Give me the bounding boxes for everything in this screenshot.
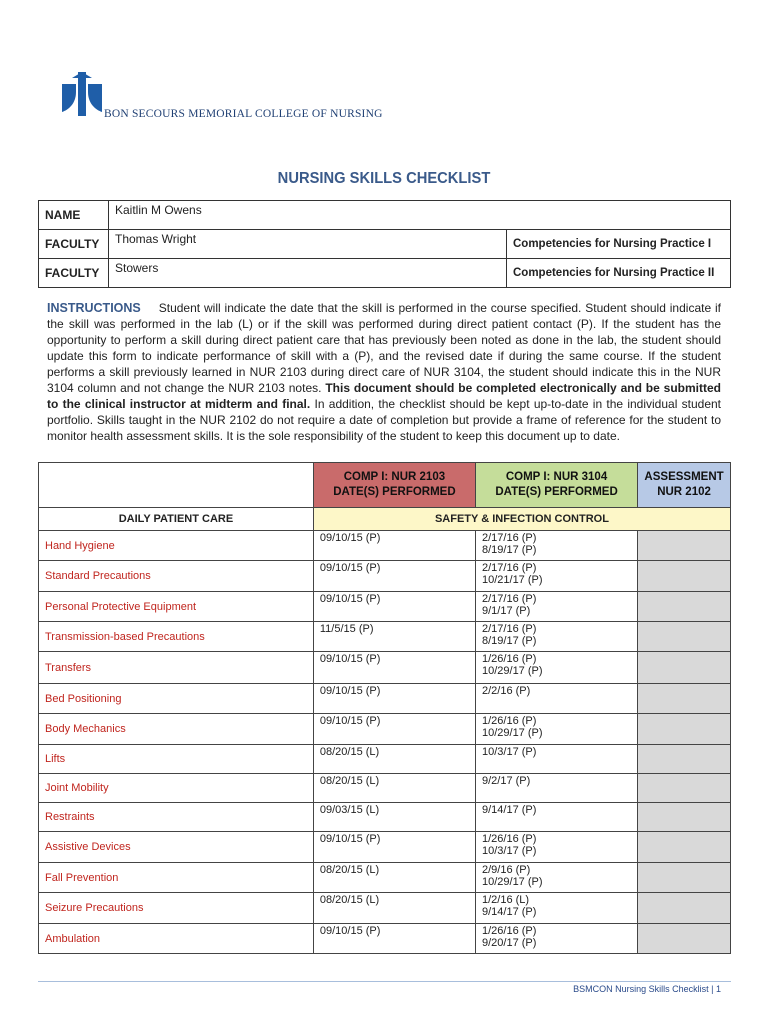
- skill-name: Personal Protective Equipment: [39, 592, 314, 622]
- nur2102-assessment-cell: [638, 684, 731, 714]
- column-header-line: ASSESSMENT: [644, 471, 724, 483]
- faculty-label: FACULTY: [39, 230, 109, 259]
- table-row: [39, 774, 731, 803]
- nur3104-date: 2/17/16 (P): [481, 532, 537, 544]
- instructions-text: In addition, the checklist should be kept up-to-date in the individual student portfolio. Skills taught in the NUR 2102 do not require a date of completion but provide a frame of reference for the student to monitor health assessment skills. It is the sole responsibility of the student to keep this document up to date.: [47, 397, 721, 443]
- nur3104-date-cell[interactable]: [475, 531, 637, 561]
- nur3104-date: 1/26/16 (P): [481, 833, 537, 845]
- table-row: [39, 893, 731, 924]
- nur2102-assessment-cell: [638, 924, 731, 954]
- skill-name: Transfers: [39, 652, 314, 684]
- skill-name: Bed Positioning: [39, 684, 314, 714]
- nur3104-date: 9/1/17 (P): [481, 605, 531, 617]
- column-header-line: DATE(S) PERFORMED: [333, 486, 456, 498]
- instructions-bold-text: This document should be completed electronically and be submitted to the clinical instructor at midterm and final.: [47, 381, 721, 411]
- nur2102-assessment-cell: [638, 745, 731, 774]
- table-row: [39, 652, 731, 684]
- nur3104-date-cell[interactable]: [475, 652, 637, 684]
- student-info-table: [38, 200, 731, 288]
- table-row: [39, 863, 731, 893]
- skill-name: Joint Mobility: [39, 774, 314, 803]
- nur3104-date: 10/3/17 (P): [481, 845, 537, 857]
- faculty-label: FACULTY: [39, 259, 109, 288]
- nur3104-date: 9/2/17 (P): [481, 775, 531, 787]
- nur2103-date-cell[interactable]: 09/03/15 (L): [313, 803, 475, 832]
- table-row: [39, 561, 731, 592]
- nur3104-date: 10/29/17 (P): [481, 876, 543, 888]
- column-header-line: COMP I: NUR 3104: [505, 471, 608, 483]
- column-header-nur2103: [313, 463, 475, 508]
- nur2102-assessment-cell: [638, 592, 731, 622]
- skill-name: Assistive Devices: [39, 832, 314, 863]
- nur2102-assessment-cell: [638, 714, 731, 745]
- table-row: [39, 592, 731, 622]
- skill-name: Fall Prevention: [39, 863, 314, 893]
- nur2103-date-cell[interactable]: 08/20/15 (L): [313, 893, 475, 924]
- column-header-nur3104: [475, 463, 637, 508]
- nur3104-date: 10/29/17 (P): [481, 665, 543, 677]
- section-header-safety: SAFETY & INFECTION CONTROL: [313, 508, 730, 531]
- section-header-daily-care: DAILY PATIENT CARE: [39, 508, 314, 531]
- skill-name: Restraints: [39, 803, 314, 832]
- instructions-heading: INSTRUCTIONS: [47, 301, 141, 315]
- skill-name: Hand Hygiene: [39, 531, 314, 561]
- nur2102-assessment-cell: [638, 531, 731, 561]
- page-footer: BSMCON Nursing Skills Checklist | 1: [573, 984, 721, 994]
- nur2103-date-cell[interactable]: 09/10/15 (P): [313, 531, 475, 561]
- nur3104-date: 8/19/17 (P): [481, 635, 537, 647]
- table-row: [39, 531, 731, 561]
- skill-rows: [39, 531, 731, 954]
- name-label: NAME: [39, 201, 109, 230]
- nur3104-date: 2/17/16 (P): [481, 593, 537, 605]
- college-logo: [62, 70, 392, 130]
- column-header-line: DATE(S) PERFORMED: [495, 486, 618, 498]
- table-row: [39, 622, 731, 652]
- nur3104-date: 10/29/17 (P): [481, 727, 543, 739]
- table-row: [39, 924, 731, 954]
- footer-divider: [38, 981, 731, 982]
- nur2102-assessment-cell: [638, 863, 731, 893]
- nur3104-date-cell[interactable]: [475, 684, 637, 714]
- nur2103-date-cell[interactable]: 09/10/15 (P): [313, 714, 475, 745]
- nur3104-date: 1/26/16 (P): [481, 715, 537, 727]
- nur2102-assessment-cell: [638, 561, 731, 592]
- skill-name: Seizure Precautions: [39, 893, 314, 924]
- nur3104-date: 2/17/16 (P): [481, 623, 537, 635]
- nur2102-assessment-cell: [638, 622, 731, 652]
- skills-table: [38, 462, 731, 954]
- table-row: [39, 832, 731, 863]
- table-row: [39, 803, 731, 832]
- nur3104-date-cell[interactable]: [475, 832, 637, 863]
- nur3104-date-cell[interactable]: [475, 803, 637, 832]
- nur2102-assessment-cell: [638, 893, 731, 924]
- nur2103-date-cell[interactable]: 09/10/15 (P): [313, 652, 475, 684]
- instructions-block: [47, 300, 721, 444]
- skill-name: Body Mechanics: [39, 714, 314, 745]
- nur3104-date: 9/14/17 (P): [481, 906, 537, 918]
- column-header-line: NUR 2102: [657, 486, 711, 498]
- nur3104-date: 1/2/16 (L): [481, 894, 530, 906]
- nur3104-date-cell[interactable]: [475, 561, 637, 592]
- nur3104-date: 1/26/16 (P): [481, 925, 537, 937]
- nur2103-date-cell[interactable]: 09/10/15 (P): [313, 684, 475, 714]
- nur3104-date: 2/17/16 (P): [481, 562, 537, 574]
- nur3104-date-cell[interactable]: [475, 924, 637, 954]
- course-name: Competencies for Nursing Practice II: [507, 259, 731, 288]
- nur3104-date: 8/19/17 (P): [481, 544, 537, 556]
- nur2102-assessment-cell: [638, 832, 731, 863]
- nur2103-date-cell[interactable]: 09/10/15 (P): [313, 924, 475, 954]
- nur2102-assessment-cell: [638, 774, 731, 803]
- nur3104-date-cell[interactable]: [475, 774, 637, 803]
- instructions-text: Student will indicate the date that the skill is performed in the course specified. Student should indicate if the skill was performed in the lab (L) or if the skill was performed during direct patient contact (P). If the student has the opportunity to perform a skill during direct patient care that has previously been noted as done in the lab, the student should update this form to indicate performance of skill with a (P), and the revised date if during the same course. If the student performs a skill previously learned in NUR 2103 during direct care of NUR 3104, the student should indicate this in the NUR 3104 column and not change the NUR 2103 notes.: [47, 301, 721, 395]
- course-name: Competencies for Nursing Practice I: [507, 230, 731, 259]
- nur3104-date-cell[interactable]: [475, 893, 637, 924]
- table-row: [39, 714, 731, 745]
- nur3104-date-cell[interactable]: [475, 863, 637, 893]
- skill-name: Transmission-based Precautions: [39, 622, 314, 652]
- nur3104-date: 10/3/17 (P): [481, 746, 537, 758]
- column-header-line: COMP I: NUR 2103: [343, 471, 446, 483]
- nur3104-date: 1/26/16 (P): [481, 653, 537, 665]
- nur2103-date-cell[interactable]: 09/10/15 (P): [313, 832, 475, 863]
- column-header-nur2102: [638, 463, 731, 508]
- faculty-field[interactable]: Stowers: [109, 259, 507, 288]
- table-row: [39, 684, 731, 714]
- logo-text: BON SECOURS MEMORIAL COLLEGE OF NURSING: [104, 108, 383, 120]
- nur3104-date-cell[interactable]: [475, 592, 637, 622]
- name-field[interactable]: Kaitlin M Owens: [109, 201, 731, 230]
- nur2103-date-cell[interactable]: 09/10/15 (P): [313, 561, 475, 592]
- nur2103-date-cell[interactable]: 11/5/15 (P): [313, 622, 475, 652]
- nur2103-date-cell[interactable]: 08/20/15 (L): [313, 774, 475, 803]
- nur3104-date-cell[interactable]: [475, 714, 637, 745]
- nur2103-date-cell[interactable]: 08/20/15 (L): [313, 863, 475, 893]
- page-title: NURSING SKILLS CHECKLIST: [277, 170, 491, 187]
- skill-name: Lifts: [39, 745, 314, 774]
- nur3104-date: 2/2/16 (P): [481, 685, 531, 697]
- faculty-field[interactable]: Thomas Wright: [109, 230, 507, 259]
- nur2102-assessment-cell: [638, 652, 731, 684]
- nur3104-date-cell[interactable]: [475, 622, 637, 652]
- skill-name: Ambulation: [39, 924, 314, 954]
- nur3104-date: 2/9/16 (P): [481, 864, 531, 876]
- skill-name: Standard Precautions: [39, 561, 314, 592]
- header-empty-cell: [39, 463, 314, 508]
- nur3104-date: 9/20/17 (P): [481, 937, 537, 949]
- nur2102-assessment-cell: [638, 803, 731, 832]
- nur2103-date-cell[interactable]: 08/20/15 (L): [313, 745, 475, 774]
- table-row: [39, 745, 731, 774]
- nur3104-date-cell[interactable]: [475, 745, 637, 774]
- nur3104-date: 9/14/17 (P): [481, 804, 537, 816]
- nur2103-date-cell[interactable]: 09/10/15 (P): [313, 592, 475, 622]
- cross-logo-icon: [62, 70, 102, 120]
- nur3104-date: 10/21/17 (P): [481, 574, 543, 586]
